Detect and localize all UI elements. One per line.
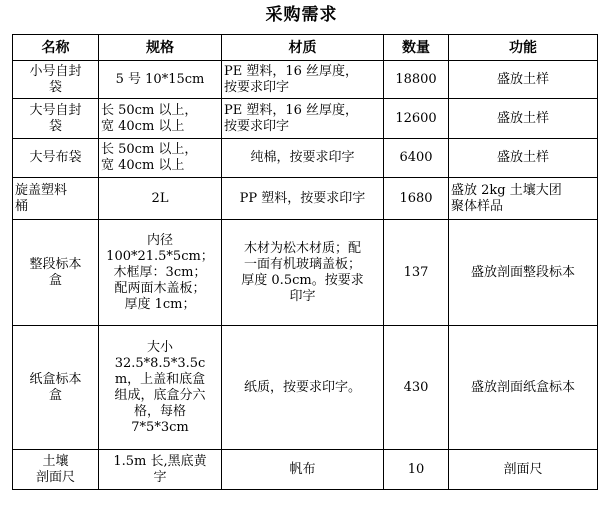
cell-spec: 大小 32.5*8.5*3.5c m，上盖和底盒 组成，底盒分六 格，每格 7*5*3cm — [99, 326, 222, 450]
header-spec: 规格 — [99, 35, 222, 61]
table-row — [13, 450, 598, 490]
cell-quantity: 1680 — [384, 178, 449, 220]
cell-name: 大号布袋 — [13, 139, 99, 178]
cell-function: 剖面尺 — [449, 450, 598, 490]
cell-spec: 5 号 10*15cm — [99, 61, 222, 99]
cell-function: 盛放土样 — [449, 61, 598, 99]
table-row — [13, 178, 598, 220]
cell-name: 旋盖塑料 桶 — [13, 178, 99, 220]
cell-spec: 2L — [99, 178, 222, 220]
cell-name: 纸盒标本 盒 — [13, 326, 99, 450]
header-quantity: 数量 — [384, 35, 449, 61]
cell-material: PE 塑料，16 丝厚度， 按要求印字 — [222, 61, 384, 99]
cell-spec: 1.5m 长,黑底黄 字 — [99, 450, 222, 490]
procurement-table — [12, 34, 598, 490]
header-function: 功能 — [449, 35, 598, 61]
cell-function: 盛放土样 — [449, 139, 598, 178]
cell-material: 木材为松木材质；配 一面有机玻璃盖板； 厚度 0.5cm。按要求 印字 — [222, 220, 384, 326]
cell-function: 盛放剖面纸盒标本 — [449, 326, 598, 450]
table-row — [13, 61, 598, 99]
cell-quantity: 6400 — [384, 139, 449, 178]
cell-quantity: 12600 — [384, 99, 449, 139]
cell-quantity: 18800 — [384, 61, 449, 99]
table-row — [13, 220, 598, 326]
cell-quantity: 10 — [384, 450, 449, 490]
cell-name: 大号自封 袋 — [13, 99, 99, 139]
cell-name: 整段标本 盒 — [13, 220, 99, 326]
page-title: 采购需求 — [265, 5, 338, 25]
cell-spec: 长 50cm 以上， 宽 40cm 以上 — [99, 139, 222, 178]
header-name: 名称 — [13, 35, 99, 61]
cell-name: 土壤 剖面尺 — [13, 450, 99, 490]
cell-function: 盛放剖面整段标本 — [449, 220, 598, 326]
header-material: 材质 — [222, 35, 384, 61]
cell-quantity: 430 — [384, 326, 449, 450]
header-row — [13, 35, 598, 61]
cell-material: PE 塑料，16 丝厚度， 按要求印字 — [222, 99, 384, 139]
table-row — [13, 139, 598, 178]
cell-material: 纯棉，按要求印字 — [222, 139, 384, 178]
cell-spec: 长 50cm 以上， 宽 40cm 以上 — [99, 99, 222, 139]
cell-material: 纸质，按要求印字。 — [222, 326, 384, 450]
cell-quantity: 137 — [384, 220, 449, 326]
cell-material: 帆布 — [222, 450, 384, 490]
cell-function: 盛放土样 — [449, 99, 598, 139]
cell-function: 盛放 2kg 土壤大团 聚体样品 — [449, 178, 598, 220]
cell-material: PP 塑料，按要求印字 — [222, 178, 384, 220]
table-row — [13, 326, 598, 450]
cell-name: 小号自封 袋 — [13, 61, 99, 99]
table-row — [13, 99, 598, 139]
cell-spec: 内径 100*21.5*5cm； 木框厚：3cm； 配两面木盖板； 厚度 1cm； — [99, 220, 222, 326]
